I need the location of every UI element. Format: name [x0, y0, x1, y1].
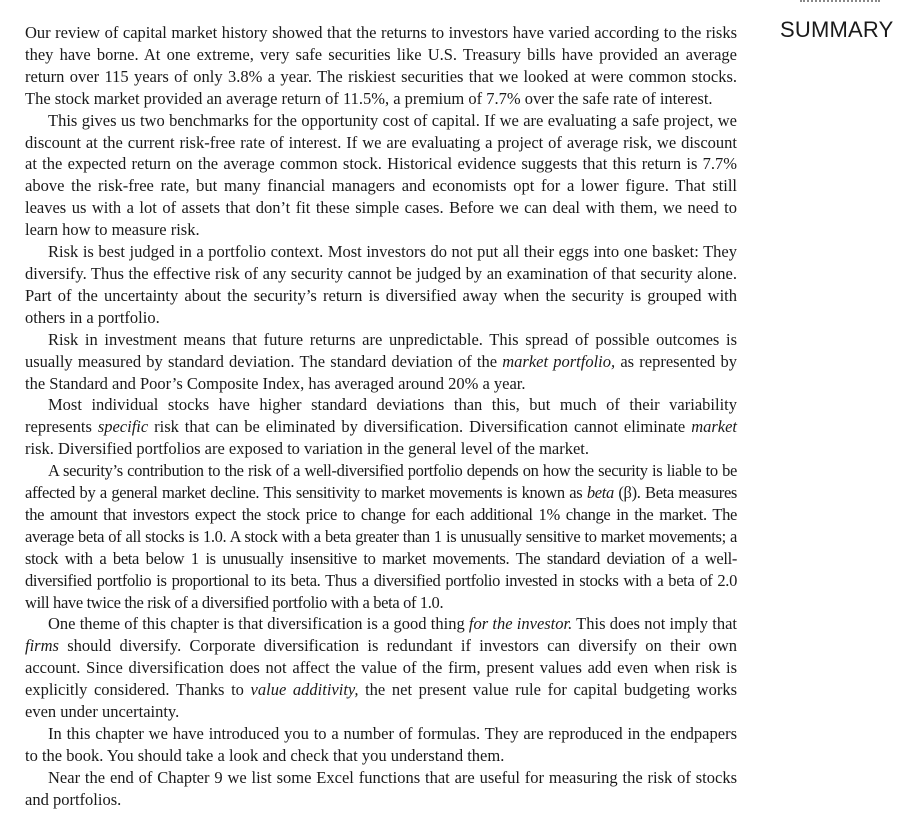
- italic-term-market-portfolio: market portfolio,: [502, 351, 616, 371]
- top-decorative-rule: [800, 0, 880, 5]
- paragraph-capital-market-history: Our review of capital market history showed that the returns to investors have varied according to the risks they have borne. At one extreme, very safe securities like U.S. Treasury bills have provided an average return over 115 years of only 3.8% a year. The riskiest securities that we looked at were common stocks. The stock market provided an average return of 11.5%, a premium of 7.7% over the safe rate of interest.: [25, 23, 737, 108]
- paragraph-portfolio-context: Risk is best judged in a portfolio context. Most investors do not put all their eggs into one basket: They diversify. Thus the effective risk of any security cannot be judged by an examination of that security alone. Part of the uncertainty about the security’s return is diversified away when the security is grouped with others in a portfolio.: [25, 242, 737, 327]
- italic-term-market: market: [691, 417, 738, 437]
- paragraph-benchmarks: This gives us two benchmarks for the opportunity cost of capital. If we are evaluating a safe project, we discount at the current risk-free rate of interest. If we are evaluating a project of average risk, we discount at the expected return on the average common stock. Historical evidence suggests that this return is 7.7% above the risk-free rate, but many financial managers and economists opt for a lower figure. That still leaves us with a lot of assets that don’t fit these simple cases. Before we can deal with them, we need to learn how to measure risk.: [25, 110, 737, 240]
- text-run: A security’s contribution to the risk of a well-diversified portfolio depends on how the security is liable to be affected by a general market decline. This sensitivity to market movements is known as: [25, 461, 737, 503]
- summary-body: [25, 22, 737, 811]
- italic-term-value-additivity: value additivity,: [250, 680, 359, 700]
- text-run: as represented by the Standard and Poor’s Composite Index, has averaged around 20% a year.: [25, 351, 737, 393]
- text-run: the net present value rule for capital budgeting works even under uncertainty.: [25, 680, 738, 722]
- italic-term-firms: firms: [25, 636, 59, 656]
- paragraph-specific-risk: [25, 394, 737, 460]
- italic-term-beta: beta: [586, 483, 614, 503]
- paragraph-excel-functions: Near the end of Chapter 9 we list some Excel functions that are useful for measuring the risk of stocks and portfolios.: [25, 767, 737, 809]
- section-heading: SUMMARY: [780, 17, 894, 42]
- text-run: Risk in investment means that future returns are unpredictable. This spread of possible outcomes is usually measured by standard deviation. The standard deviation of the: [25, 329, 737, 371]
- italic-term-for-the-investor: for the investor.: [468, 614, 573, 634]
- text-run: should diversify. Corporate diversification is redundant if investors can diversify on their own account. Since diversification does not affect the value of the firm, present values add even when risk is explicitly considered. Thanks to: [25, 636, 737, 700]
- paragraph-formulas: In this chapter we have introduced you to a number of formulas. They are reproduced in the endpapers to the book. You should take a look and check that you understand them.: [25, 724, 737, 765]
- italic-term-specific: specific: [97, 417, 149, 437]
- paragraph-diversification-theme: [25, 613, 737, 723]
- text-run: Most individual stocks have higher standard deviations than this, but much of their variability represents: [25, 395, 737, 437]
- text-run: One theme of this chapter is that diversification is a good thing: [48, 614, 469, 634]
- text-run: This does not imply that: [572, 614, 737, 634]
- text-run: risk. Diversified portfolios are exposed to variation in the general level of the market.: [25, 439, 590, 459]
- text-run: risk that can be eliminated by diversification. Diversification cannot eliminate: [148, 417, 692, 437]
- paragraph-standard-deviation: [25, 329, 737, 395]
- text-run: (β). Beta measures the amount that investors expect the stock price to change for each additional 1% change in the market. The average beta of all stocks is 1.0. A stock with a beta greater than 1 is unusually sensitive to market movements; a stock with a beta below 1 is unusually insensitive to market movements. The standard deviation of a well-diversified portfolio is proportional to its beta. Thus a diversified portfolio invested in stocks with a beta of 2.0 will have twice the risk of a diversified portfolio with a beta of 1.0.: [25, 483, 737, 612]
- paragraph-beta: [25, 460, 737, 613]
